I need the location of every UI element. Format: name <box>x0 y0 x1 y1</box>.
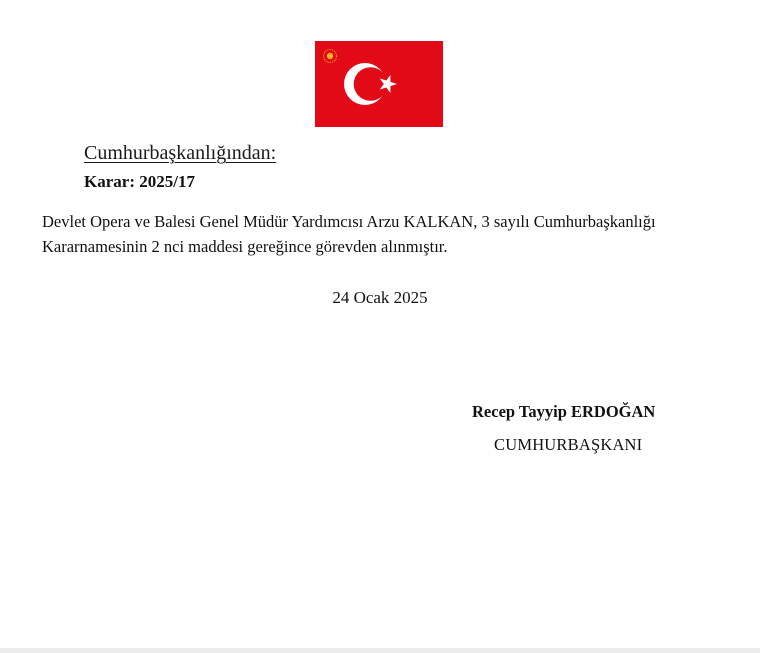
signatory-title: CUMHURBAŞKANI <box>494 435 643 454</box>
page-bottom-edge <box>0 648 760 653</box>
crescent-inner <box>354 67 388 101</box>
decision-text-line: Kararnamesinin 2 nci maddesi gereğince görevden alınmıştır. <box>42 237 448 256</box>
signatory-name: Recep Tayyip ERDOĞAN <box>472 402 656 421</box>
decision-number: Karar: 2025/17 <box>84 172 195 191</box>
turkish-flag-icon <box>315 41 443 127</box>
issuer-heading: Cumhurbaşkanlığından: <box>84 142 277 164</box>
document-date: 24 Ocak 2025 <box>332 288 428 307</box>
decision-text-line: Devlet Opera ve Balesi Genel Müdür Yardımcısı Arzu KALKAN, 3 sayılı Cumhurbaşkanlığı <box>42 212 656 231</box>
